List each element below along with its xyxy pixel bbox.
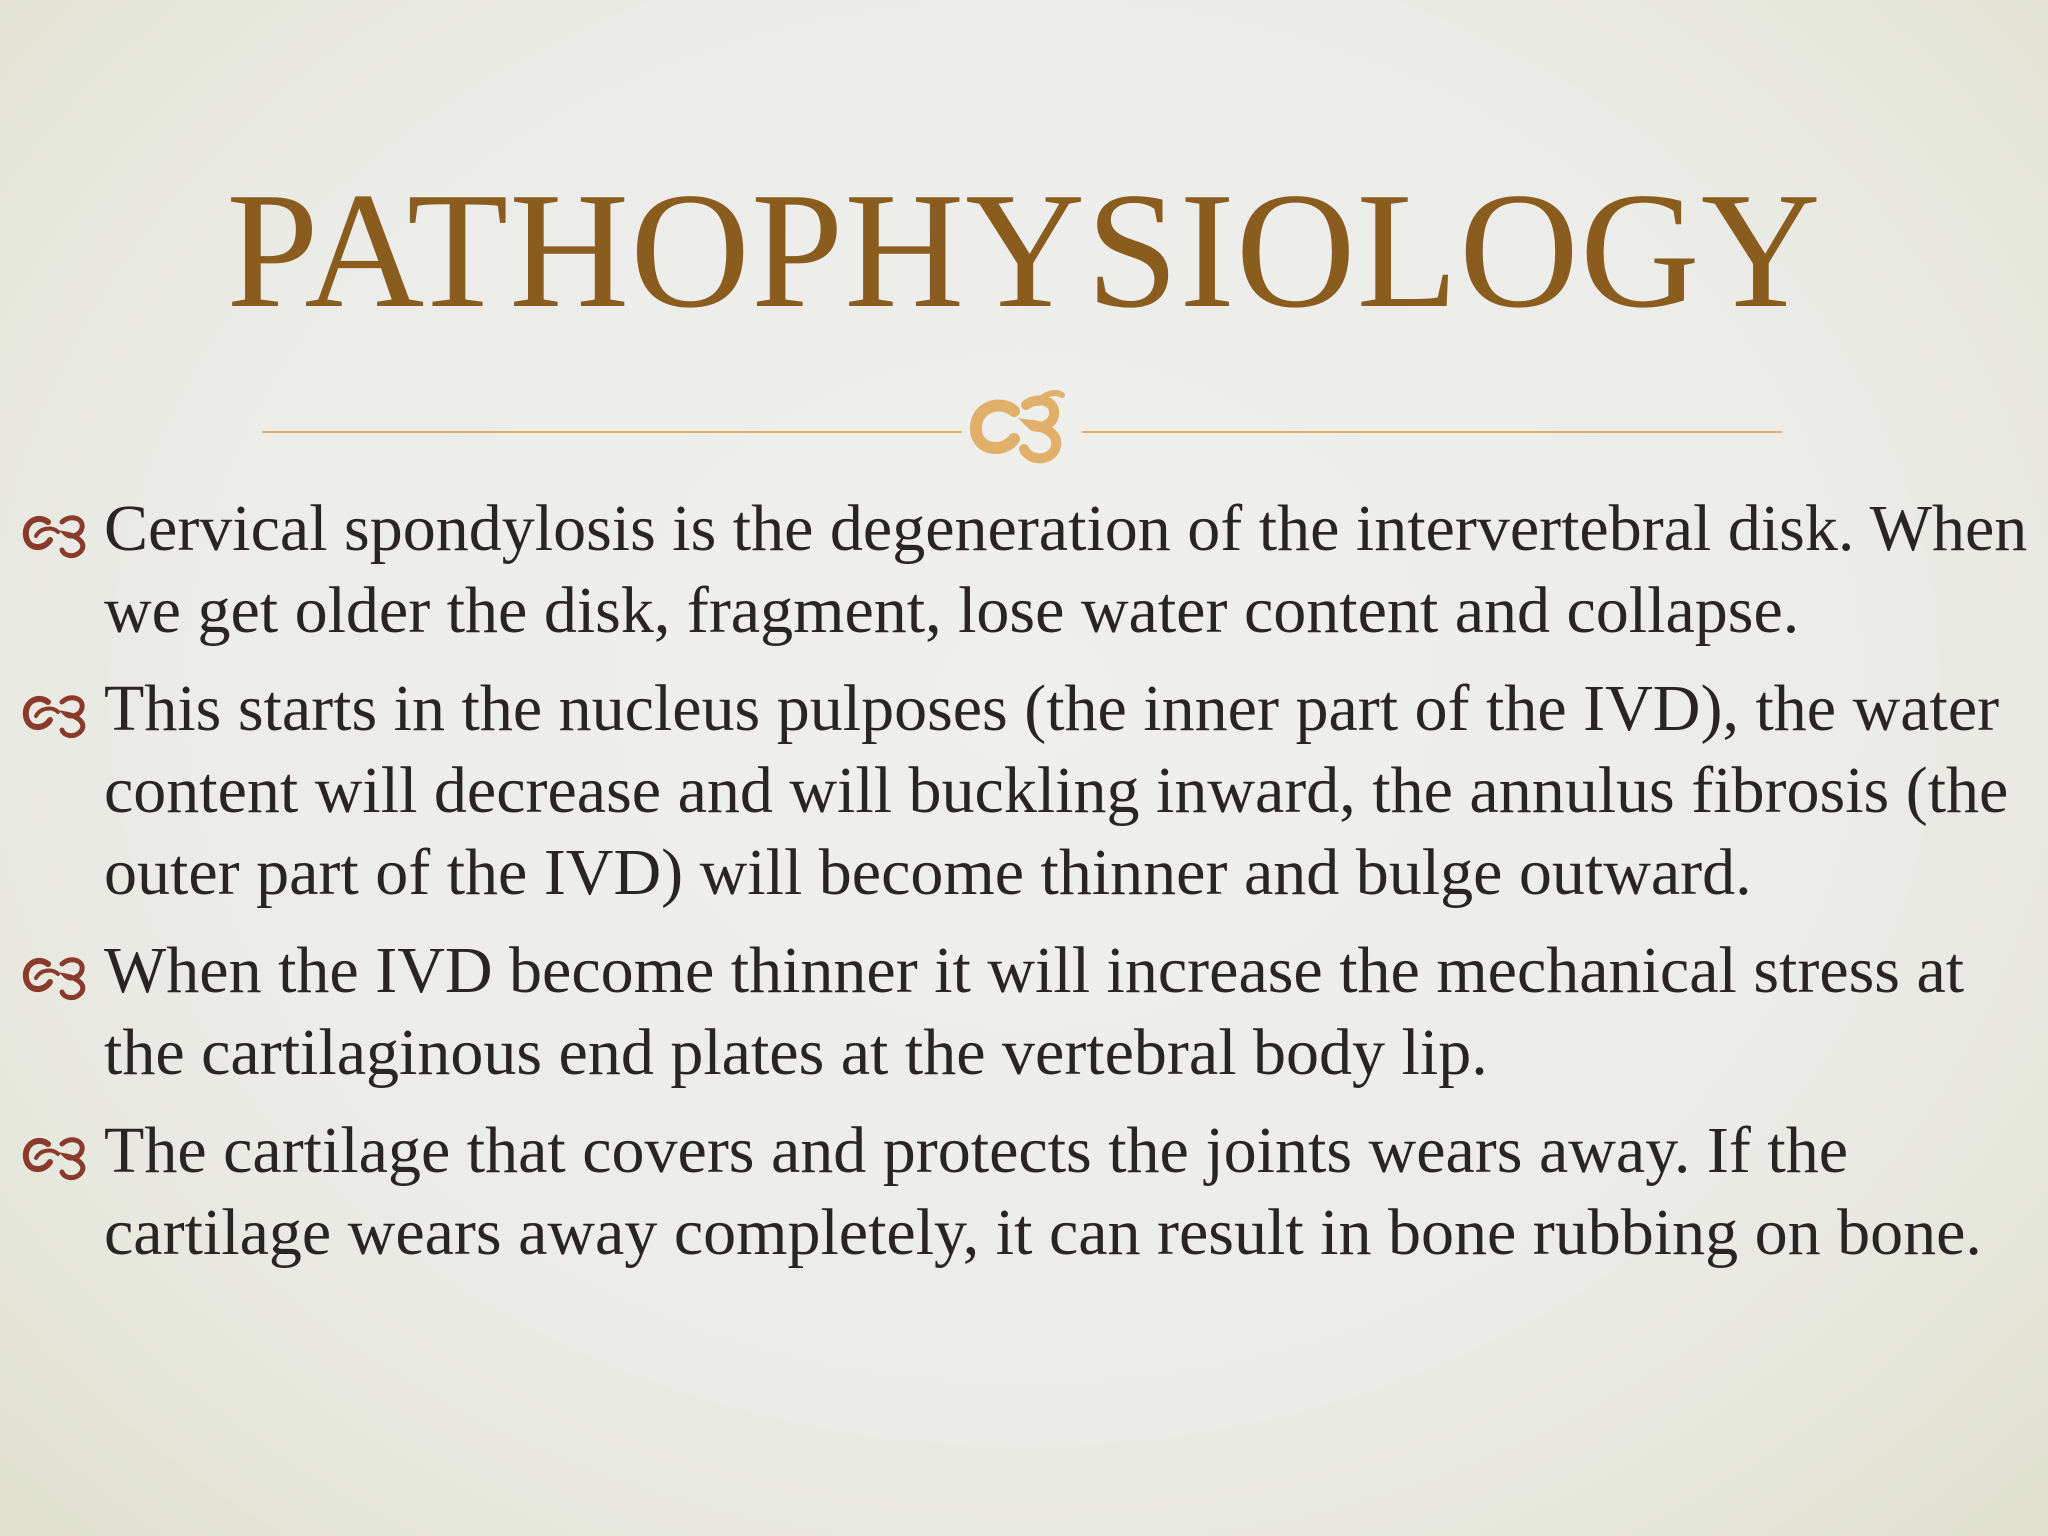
list-item	[22, 668, 2032, 914]
bullet-list	[22, 488, 2032, 1290]
list-item	[22, 1110, 2032, 1274]
divider-line-left	[262, 431, 962, 433]
bullet-text: Cervical spondylosis is the degeneration of the intervertebral disk. When we get older the disk, fragment, lose water content and collapse.	[104, 492, 2028, 647]
slide-title: PATHOPHYSIOLOGY	[226, 158, 1822, 342]
list-item	[22, 488, 2032, 652]
flourish-ornament-icon	[952, 385, 1092, 465]
flourish-bullet-icon	[22, 1128, 92, 1184]
title-divider	[262, 385, 1782, 465]
bullet-text: When the IVD become thinner it will increase the mechanical stress at the cartilaginous end plates at the vertebral body lip.	[104, 934, 1965, 1089]
divider-line-right	[1082, 431, 1782, 433]
bullet-text: The cartilage that covers and protects the joints wears away. If the cartilage wears away completely, it can result in bone rubbing on bone.	[104, 1114, 1982, 1269]
flourish-bullet-icon	[22, 686, 92, 742]
flourish-bullet-icon	[22, 948, 92, 1004]
flourish-bullet-icon	[22, 506, 92, 562]
bullet-text: This starts in the nucleus pulposes (the inner part of the IVD), the water content will decrease and will buckling inward, the annulus fibrosis (the outer part of the IVD) will become thinner and bulge outward.	[104, 672, 2009, 909]
list-item	[22, 930, 2032, 1094]
